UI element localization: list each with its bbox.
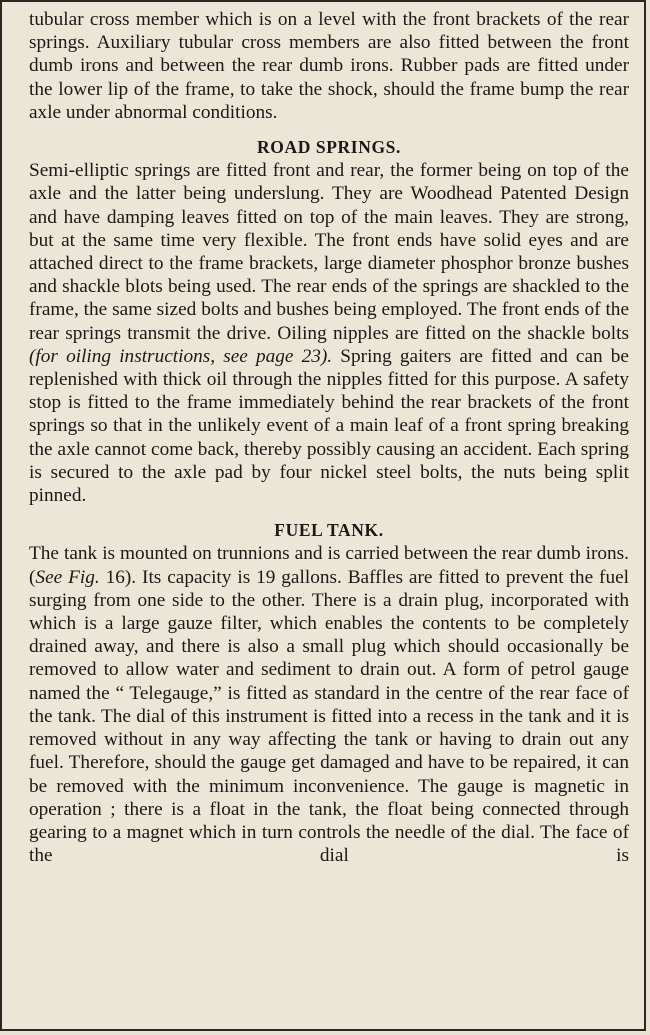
fuel-tank-text-2: Its capacity is 19 gallons. Baffles are fitted to prevent the fuel surging from one side to the other. There is a drain plug, incorporated with which is a large gauze filter, which enables the contents to be completely drained away, and there is also a small plug which should occasionally be removed to allow water and sediment to drain out. A form of petrol gauge named the “ Telegauge,” is fitted as standard in the centre of the rear face of the tank. The dial of this instrument is fitted into a recess in the tank and it is removed without in any way affecting the tank or having to drain out any fuel. Therefore, should the gauge get damaged and have to be repaired, it can be removed with the minimum inconvenience. The gauge is magnetic in operation ; there is a float in the tank, the float being connected through gearing to a magnet which in turn controls the needle of the dial. The face of the dial is bbox=[29, 566, 630, 867]
oiling-instructions-ref: (for oiling instructions, see page 23). bbox=[29, 345, 333, 367]
road-springs-text-2: Spring gaiters are fitted and can be replenished with thick oil through the nipples fitted for this purpose. A safety stop is fitted to the frame immediately behind the rear brackets of the front springs so that in the unlikely event of a main leaf of a front spring breaking the axle cannot come back, thereby possibly causing an accident. Each spring is secured to the axle pad by four nickel steel bolts, the nuts being split pinned. bbox=[29, 345, 629, 507]
fig-ref-open: ( bbox=[29, 566, 36, 588]
fig-ref-close: 16). bbox=[99, 566, 137, 588]
intro-paragraph: tubular cross member which is on a level with the front brackets of the rear springs. Auxiliary tubular cross members are also fitted between the front dumb irons and between the rear dumb irons. Rubber pads are fitted under the lower lip of the frame, to take the shock, should the frame bump the rear axle under abnormal conditions. bbox=[29, 9, 629, 123]
fuel-tank-text-1: The tank is mounted on trunnions and is carried between the rear dumb irons. bbox=[29, 543, 629, 565]
road-springs-text-1: Semi-elliptic springs are fitted front and rear, the former being on top of the axle and the latter being underslung. They are Woodhead Patented Design and have damping leaves fitted on top of the main leaves. They are strong, but at the same time very flexible. The front ends have solid eyes and are attached direct to the frame brackets, large diameter phosphor bronze bushes and shackle blots being used. The rear ends of the springs are shackled to the frame, the same sized bolts and bushes being employed. The front ends of the rear springs transmit the drive. Oiling nipples are fitted on the shackle bolts bbox=[29, 160, 629, 344]
road-springs-heading: ROAD SPRINGS. bbox=[257, 137, 401, 158]
fuel-tank-paragraph bbox=[29, 542, 629, 890]
road-springs-paragraph bbox=[29, 159, 629, 507]
text-column bbox=[29, 8, 629, 891]
fuel-tank-heading: FUEL TANK. bbox=[274, 520, 384, 541]
fig-ref-see: See Fig. bbox=[35, 566, 100, 588]
